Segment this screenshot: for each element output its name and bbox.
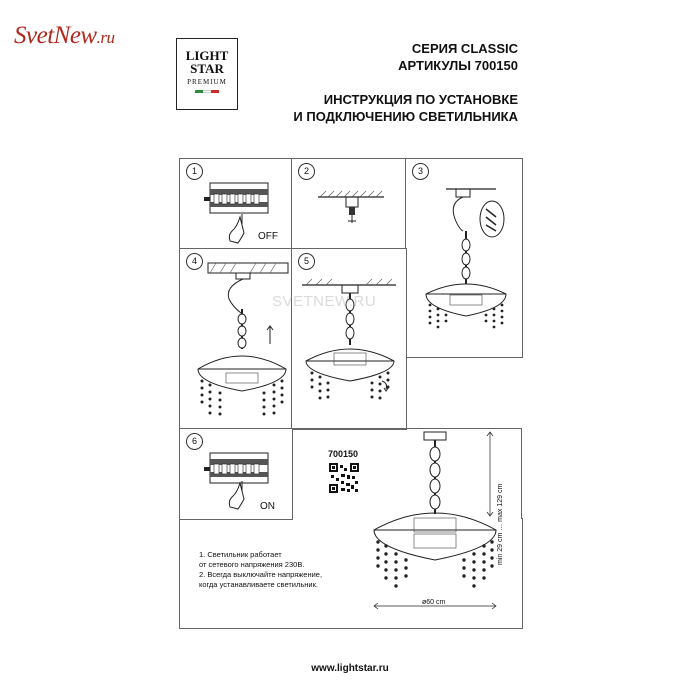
installation-notes xyxy=(199,550,399,590)
logo-line-3: PREMIUM xyxy=(187,78,227,86)
step-5-panel xyxy=(291,248,407,430)
svetnew-overlay-watermark: SVETNEW.RU xyxy=(272,293,377,310)
logo-line-2: STAR xyxy=(190,61,224,76)
wiring-connection-illustration xyxy=(406,159,522,357)
breaker-panel-on-illustration xyxy=(180,429,292,519)
note-line-1: 1. Светильник работает xyxy=(199,550,282,559)
step-3-panel xyxy=(405,158,523,358)
footer-website-link[interactable]: www.lightstar.ru xyxy=(311,663,389,674)
step-number: 3 xyxy=(412,163,429,180)
ceiling-bracket-illustration xyxy=(292,159,406,249)
height-dimension-label: min 29 cm … max 129 cm xyxy=(497,483,504,565)
qr-code-icon xyxy=(329,463,359,493)
diameter-label: ø60 cm xyxy=(422,599,446,606)
instruction-line-1: ИНСТРУКЦИЯ ПО УСТАНОВКЕ xyxy=(323,92,518,107)
lightstar-logo xyxy=(176,38,238,110)
series-block xyxy=(398,40,518,74)
step-6-panel xyxy=(179,428,293,520)
instruction-line-2: И ПОДКЛЮЧЕНИЮ СВЕТИЛЬНИКА xyxy=(293,109,518,124)
logo-line-1: LIGHT xyxy=(185,48,229,63)
off-label: OFF xyxy=(258,231,278,242)
note-line-4: когда устанавливаете светильник. xyxy=(199,580,318,589)
article-number: АРТИКУЛЫ 700150 xyxy=(398,58,518,73)
mount-fixture-illustration xyxy=(292,249,406,429)
step-2-panel xyxy=(291,158,407,250)
product-code: 700150 xyxy=(328,449,359,459)
svetnew-watermark-logo: SvetNew.ru xyxy=(14,22,115,49)
step-number: 4 xyxy=(186,253,203,270)
series-title: СЕРИЯ CLASSIC xyxy=(411,41,518,56)
note-line-3: 2. Всегда выключайте напряжение, xyxy=(199,570,323,579)
on-label: ON xyxy=(260,501,275,512)
step-number: 6 xyxy=(186,433,203,450)
step-number: 1 xyxy=(186,163,203,180)
step-1-panel xyxy=(179,158,293,250)
step-number: 2 xyxy=(298,163,315,180)
instruction-title xyxy=(293,91,518,125)
note-line-2: от сетевого напряжения 230В. xyxy=(199,560,305,569)
italian-flag-icon xyxy=(177,90,237,93)
step-number: 5 xyxy=(298,253,315,270)
